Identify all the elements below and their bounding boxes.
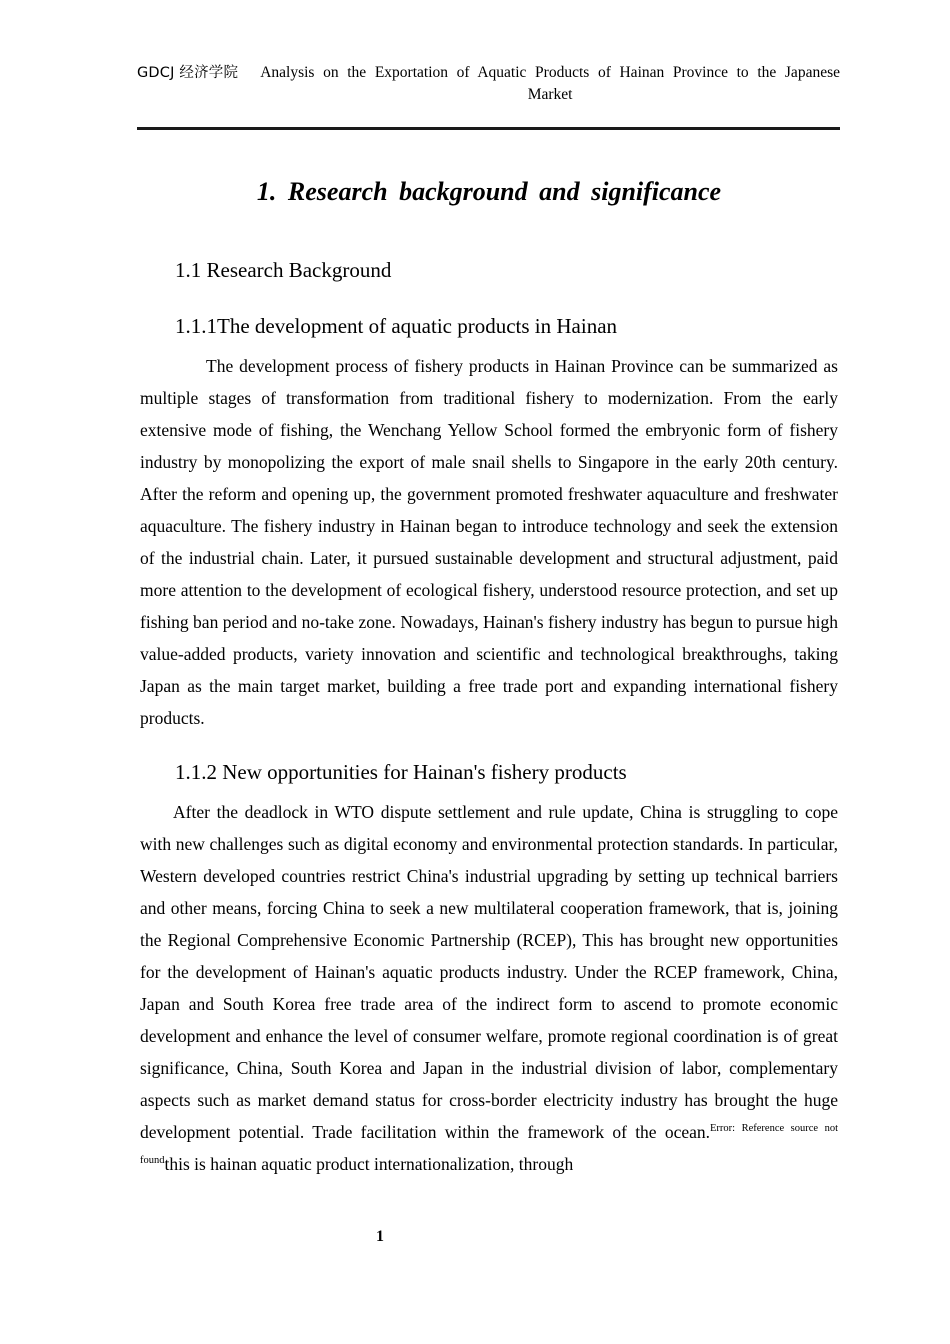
section-heading-1-1-1: 1.1.1The development of aquatic products in Hainan [175, 314, 618, 338]
section-heading-1-1-2: 1.1.2 New opportunities for Hainan's fishery products [175, 760, 627, 784]
error-reference-marker: Error: Reference source not found [140, 1123, 838, 1167]
paragraph-development-of-aquatic-products: The development process of fishery products in Hainan Province can be summarized as multiple stages of transformation from traditional fishery to modernization. From the early extensive mode of fishing, the Wenchang Yellow School formed the embryonic form of fishery industry by monopolizing the export of male snail shells to Singapore in the early 20th century. After the reform and opening up, the government promoted freshwater aquaculture and freshwater aquaculture. The fishery industry in Hainan began to introduce technology and seek the extension of the industrial chain. Later, it pursued sustainable development and structural adjustment, paid more attention to the development of ecological fishery, understood resource protection, and set up fishing ban period and no-take zone. Nowadays, Hainan's fishery industry has begun to pursue high value-added products, variety innovation and scientific and technological breakthroughs, taking Japan as the main target market, building a free trade port and expanding international fishery products. [140, 356, 838, 728]
paragraph-new-opportunities [140, 796, 838, 1180]
chapter-title: 1. Research background and significance [256, 177, 722, 206]
header-divider [137, 127, 840, 130]
header-organization: GDCJ 经济学院 [137, 65, 239, 81]
paragraph-new-opportunities-text-part-1: After the deadlock in WTO dispute settlement and rule update, China is struggling to cope with new challenges such as digital economy and environmental protection standards. In particular, Western developed countries restrict China's industrial upgrading by setting up technical barriers and other means, forcing China to seek a new multilateral cooperation framework, that is, joining the Regional Comprehensive Economic Partnership (RCEP), This has brought new opportunities for the development of Hainan's aquatic products industry. Under the RCEP framework, China, Japan and South Korea free trade area of the indirect form to ascend to promote economic development and enhance the level of consumer welfare, promote regional coordination is of great significance, China, South Korea and Japan in the industrial division of labor, complementary aspects such as market demand status for cross-border electricity industry has brought the huge development potential. Trade facilitation within the framework of the ocean. [140, 802, 838, 1142]
document-body [140, 160, 838, 1180]
running-header-row [137, 62, 840, 106]
paragraph-new-opportunities-text-part-2: this is hainan aquatic product internationalization, through [164, 1154, 574, 1174]
header-running-title: Analysis on the Exportation of Aquatic Products of Hainan Province to the Japanese Market [260, 64, 840, 103]
page-number: 1 [376, 1228, 384, 1245]
running-header [137, 62, 840, 106]
section-heading-1-1: 1.1 Research Background [175, 258, 392, 282]
